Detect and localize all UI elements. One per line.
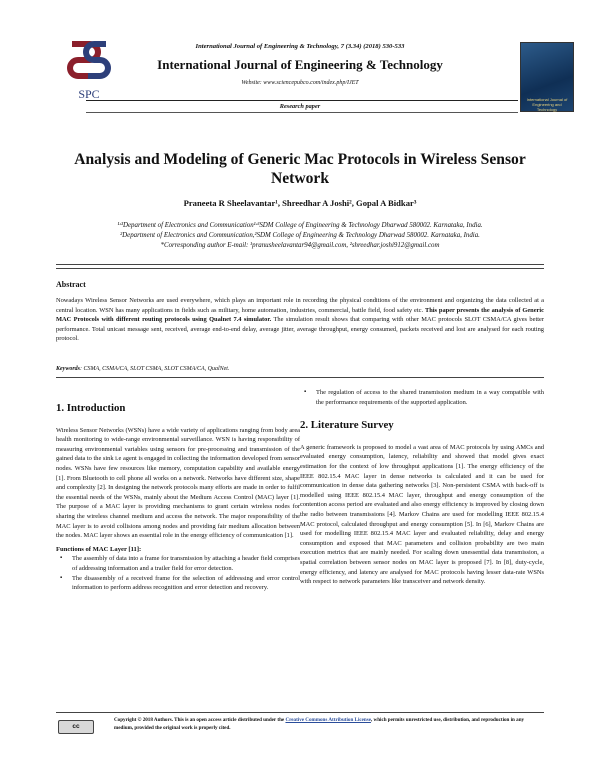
article-title: Analysis and Modeling of Generic Mac Protocols in Wireless Sensor Network	[74, 151, 526, 187]
copyright-text-2: , which permits unrestricted use, distribution, and reproduction in any medium, provided the original work is properly cited.	[114, 717, 525, 731]
list-item: ▪ The disassembly of a received frame for the selection of addressing and error control information to perform address recognition and error detection and recovery.	[72, 574, 300, 593]
author-list: Praneeta R Sheelavantar¹, Shreedhar A Joshi², Gopal A Bidkar³	[183, 198, 417, 208]
abstract-heading: Abstract	[56, 280, 86, 289]
corresponding-author: *Corresponding author E-mail: ¹pranusheelavantar94@gmail.com, ²shreedhar.joshi912@gmail.com	[160, 242, 440, 249]
abstract-text-1: Nowadays Wireless Sensor Networks are used everywhere, which plays an important role in recording the physical conditions of the environment and organizing the data collected at a central location. WSN has many applications in fields such as military, home automation, industries, commercial, battle field, food safety etc.	[56, 297, 544, 314]
list-item: ▪ The regulation of access to the shared transmission medium in a way compatible with the performance requirements of the supported application.	[316, 388, 544, 407]
cover-text: International Journal of Engineering and Technology	[526, 97, 568, 112]
copyright-notice	[114, 717, 544, 732]
journal-citation: International Journal of Engineering & Technology, 7 (3.34) (2018) 530-533	[195, 43, 405, 50]
keywords	[56, 366, 544, 372]
left-column	[56, 398, 300, 593]
abstract-text-bold: This paper presents the analysis of Generic MAC Protocols with different routing protocols using Qualnet 7.4 simulator.	[56, 306, 544, 324]
abstract-top-rule-2	[56, 268, 544, 269]
abstract-text-2: The simulation result shows that comparing with other MAC protocols SLOT CSMA/CA gives better performance. Total unicast message sent, received, average end-to-end delay, average jitter, average throughput, energy consumed, packets received and lost are analysed for each routing protocol.	[56, 316, 544, 343]
article-type: Research paper	[279, 103, 321, 110]
functions-list-continued	[300, 388, 544, 407]
keywords-label: Keywords	[56, 366, 80, 372]
abstract-body	[56, 296, 544, 344]
logo-text: SPC	[78, 87, 100, 101]
copyright-text-1: Copyright © 2018 Authors. This is an open access article distributed under the	[114, 717, 286, 723]
journal-title: International Journal of Engineering & Technology	[157, 57, 443, 72]
cc-license-badge[interactable]: cc	[58, 720, 94, 734]
license-link[interactable]: Creative Commons Attribution License	[285, 717, 371, 723]
journal-website[interactable]: Website: www.sciencepubco.com/index.php/IJET	[241, 80, 359, 86]
affiliation-2: ²Department of Electronics and Communication,²SDM College of Engineering & Technology Dharwad 580002. Karnataka, India.	[120, 232, 480, 239]
keywords-list: : CSMA, CSMA/CA, SLOT CSMA, SLOT CSMA/CA, QualNet.	[80, 366, 230, 372]
list-item: ▪ The assembly of data into a frame for transmission by attaching a header field comprises of addressing information and a trailer field for error detection.	[72, 554, 300, 573]
affiliations	[60, 221, 540, 251]
header-divider-bottom	[86, 112, 518, 113]
literature-paragraph: A generic framework is proposed to model a vast area of MAC protocols by using AMCs and evaluated energy consumption, latency, reliability and showed that model gives exact estimation for the context of low throughput applications [1]. The energy efficiency of the IEEE 802.15.4 MAC layer in dense networks is calculated and it can be used for communication in dense data gathering networks [3]. Non-persistent CSMA with back-off is modelled using IEEE 802.15.4 MAC layer, throughput and energy consumption of the contention access period are evaluated and also energy efficiency is improved by closing down the radio between transmissions [4]. Markov Chains are used for modelling IEEE 802.15.4 MAC protocol, calculated throughput and energy consumption [5]. In [6], Markov Chains are used for modelling IEEE 802.15.4 MAC layer and evaluated reliability, delay and energy consumption and exposed that MAC parameters and collision probability are two main execution metrics that are mainly needed. For scaling down unessential data transmission, a spatial correlation between sensor nodes on MAC layer is proposed [7]. In [8], duty-cycle, energy efficiency, and latency are analysed for MAC protocols having lesser data-rate WSNs with respect to network parameters like transceiver and network density.	[300, 443, 544, 586]
section-2-heading: 2. Literature Survey	[300, 419, 394, 432]
functions-list	[56, 554, 300, 592]
section-1-heading: 1. Introduction	[56, 402, 126, 414]
functions-heading: Functions of MAC Layer [11]:	[56, 545, 142, 553]
footer-divider	[56, 712, 544, 713]
header-divider	[86, 100, 518, 101]
journal-cover-image	[520, 42, 574, 112]
publisher-logo	[66, 38, 112, 108]
affiliation-1: ¹ʴ³Department of Electronics and Communication¹ʴ³SDM College of Engineering & Technology Dharwad 580002. Karnataka, India.	[117, 222, 483, 229]
abstract-bottom-rule	[56, 377, 544, 378]
abstract-top-rule	[56, 264, 544, 265]
right-column	[300, 388, 544, 591]
intro-paragraph: Wireless Sensor Networks (WSNs) have a wide variety of applications ranging from body area health monitoring to wide-range environmental surveillance. WSN is having responsibility of measuring environmental variables using sensors for pre-processing and transmission of the gained data to the sink i.e agent is engaged in collecting the information developed from sensor nodes. WSNs have few resources like memory, computation capability and available energy [1]. From Bluetooth to cell phone all works on a network. Networks have different size, shape and complexity [2]. In designing the network protocols many efforts are made in order to fulfil the essential needs of the WSNs, mainly about the Medium Access Control (MAC) layer [1]. The purpose of a MAC layer is providing mechanisms to grant certain wireless nodes for sharing the wireless channel medium and access the network. The major responsibility of the MAC layer is to avoid collisions among nodes and providing fair medium allocation between the nodes. MAC layer shows an essential role in the energy efficiency of communication [1].	[56, 426, 300, 540]
